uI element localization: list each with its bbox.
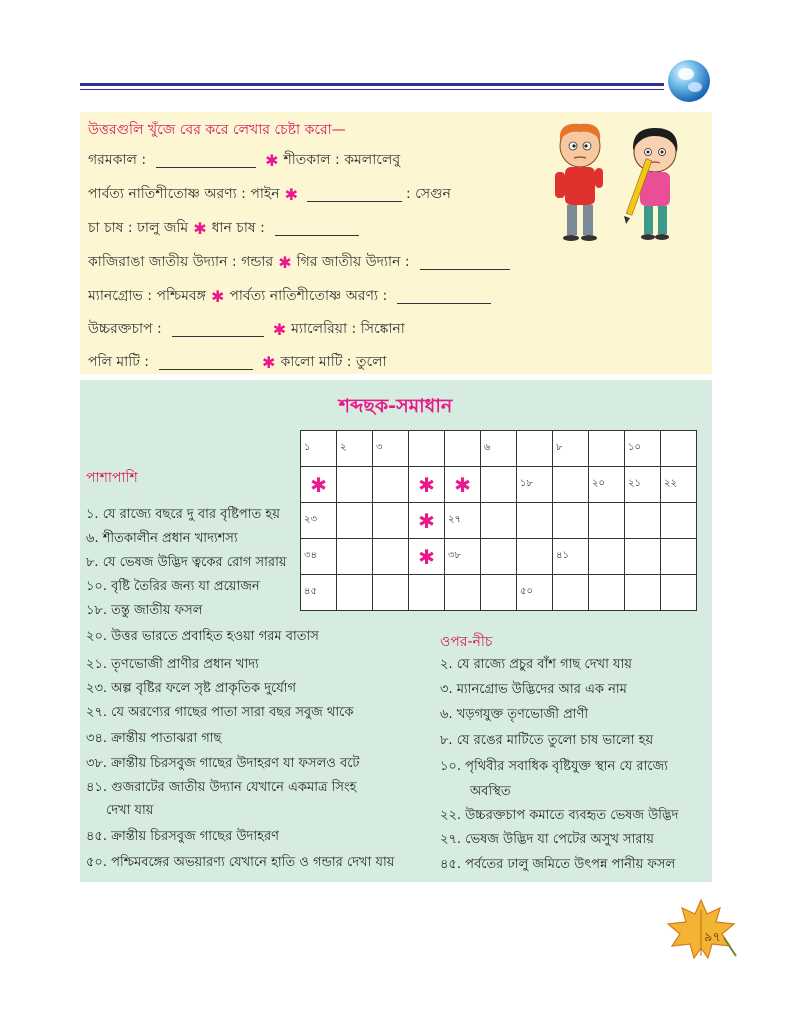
grid-row (301, 539, 697, 575)
grid-cell[interactable] (373, 575, 409, 611)
cell-number: ১০ (628, 442, 641, 453)
down-clue: অবস্থিত (470, 784, 511, 799)
across-clue: দেখা যায় (106, 803, 154, 818)
grid-cell[interactable] (445, 503, 481, 539)
question-right: ম্যালেরিয়া : সিঙ্কোনা (291, 321, 405, 337)
header-rule (80, 83, 664, 86)
grid-cell[interactable] (301, 575, 337, 611)
across-clue: ৩৮. ক্রান্তীয় চিরসবুজ গাছের উদাহরণ যা ফসলও বটে (86, 756, 360, 771)
star-icon: ✱ (262, 352, 276, 372)
question-left: পলি মাটি : (88, 354, 150, 370)
question-line (88, 352, 387, 372)
question-right: পার্বত্য নাতিশীতোষ্ণ অরণ্য : (229, 288, 388, 304)
cell-number: ৪৫ (304, 586, 317, 597)
down-clue: ৬. খড়গযুক্ত তৃণভোজী প্রাণী (440, 707, 589, 722)
grid-row (301, 575, 697, 611)
grid-cell[interactable] (625, 539, 661, 575)
grid-cell[interactable] (661, 431, 697, 467)
down-heading: ওপর-নীচ (440, 634, 493, 650)
question-line (88, 252, 514, 272)
question-right: : সেগুন (405, 186, 451, 202)
answer-blank[interactable] (307, 187, 402, 202)
grid-cell[interactable] (517, 539, 553, 575)
grid-cell[interactable] (481, 431, 517, 467)
question-right: কালো মাটি : তুলো (280, 354, 387, 370)
grid-cell[interactable] (553, 431, 589, 467)
grid-cell[interactable] (373, 539, 409, 575)
header-rule-thin (80, 89, 664, 90)
answer-blank[interactable] (397, 289, 491, 304)
cell-number: ২৩ (304, 514, 318, 525)
question-right: শীতকাল : কমলালেবু (283, 152, 401, 168)
down-clue: ২. যে রাজ্যে প্রচুর বাঁশ গাছ দেখা যায় (440, 657, 632, 672)
answer-blank[interactable] (172, 322, 264, 337)
grid-cell[interactable] (301, 503, 337, 539)
question-left: গরমকাল : (88, 152, 147, 168)
question-right: গির জাতীয় উদ্যান : (296, 254, 410, 270)
grid-cell[interactable] (517, 503, 553, 539)
page-number: ৯৭ (704, 930, 721, 945)
across-clue: ২৭. যে অরণ্যের গাছের পাতা সারা বছর সবুজ থাকে (86, 705, 354, 720)
boy-figure (555, 124, 603, 241)
grid-cell[interactable] (301, 431, 337, 467)
cell-number: ২২ (664, 478, 678, 489)
across-clue: ৮. যে ভেষজ উদ্ভিদ ত্বকের রোগ সারায় (86, 555, 287, 570)
grid-cell[interactable] (553, 539, 589, 575)
down-clue: ৮. যে রঙের মাটিতে তুলো চাষ ভালো হয় (440, 733, 654, 748)
cell-number: ২ (340, 442, 347, 453)
grid-cell[interactable] (661, 503, 697, 539)
crossword-grid (300, 430, 697, 611)
grid-cell[interactable] (661, 467, 697, 503)
cell-number: ৫০ (520, 586, 533, 597)
question-left: পার্বত্য নাতিশীতোষ্ণ অরণ্য : পাইন (88, 186, 280, 202)
star-icon: ✱ (418, 544, 435, 569)
star-icon: ✱ (265, 150, 279, 170)
cell-number: ২১ (628, 478, 641, 489)
across-heading: পাশাপাশি (86, 470, 138, 486)
across-clue: ২০. উত্তর ভারতে প্রবাহিত হওয়া গরম বাতাস (86, 629, 319, 644)
across-clue: ১০. বৃষ্টি তৈরির জন্য যা প্রয়োজন (86, 579, 260, 594)
cell-number: ৩ (376, 442, 383, 453)
grid-cell[interactable] (625, 575, 661, 611)
cell-number: ২৭ (448, 514, 462, 525)
grid-cell[interactable] (589, 575, 625, 611)
cell-number: ৬ (484, 442, 491, 453)
cell-number: ৮ (556, 442, 563, 453)
across-clue: ১৮. তন্তু জাতীয় ফসল (86, 603, 203, 618)
question-line (88, 286, 495, 306)
question-left: উচ্চরক্তচাপ : (88, 321, 162, 337)
grid-cell[interactable] (445, 467, 481, 503)
question-left: ম্যানগ্রোভ : পশ্চিমবঙ্গ (88, 288, 206, 304)
grid-cell[interactable] (373, 503, 409, 539)
answer-blank[interactable] (156, 153, 256, 168)
grid-cell[interactable] (337, 431, 373, 467)
maple-leaf-icon (664, 898, 738, 962)
question-line (88, 218, 363, 238)
grid-cell[interactable] (625, 431, 661, 467)
crossword-title: শব্দছক-সমাধান (338, 395, 453, 417)
across-clue: ২১. তৃণভোজী প্রাণীর প্রধান খাদ্য (86, 657, 259, 672)
down-clue: ৩. ম্যানগ্রোভ উদ্ভিদের আর এক নাম (440, 682, 627, 697)
grid-cell[interactable] (337, 467, 373, 503)
grid-cell[interactable] (625, 467, 661, 503)
grid-cell[interactable] (337, 539, 373, 575)
grid-row (301, 431, 697, 467)
grid-cell[interactable] (373, 431, 409, 467)
cell-number: ৪১ (556, 550, 569, 561)
across-clue: ৩৪. ক্রান্তীয় পাতাঝরা গাছ (86, 731, 222, 746)
cell-number: ৩৮ (448, 550, 461, 561)
grid-cell[interactable] (445, 575, 481, 611)
grid-cell[interactable] (553, 467, 589, 503)
grid-cell[interactable] (589, 539, 625, 575)
cell-number: ২০ (592, 478, 606, 489)
grid-cell[interactable] (301, 467, 337, 503)
grid-cell[interactable] (481, 575, 517, 611)
grid-cell[interactable] (517, 467, 553, 503)
star-icon: ✱ (210, 286, 225, 306)
girl-figure (624, 128, 677, 240)
answer-blank[interactable] (275, 221, 359, 236)
children-illustration (540, 120, 702, 242)
grid-cell[interactable] (409, 539, 445, 575)
grid-cell[interactable] (661, 539, 697, 575)
question-title: উত্তরগুলি খুঁজে বের করে লেখার চেষ্টা করো— (88, 122, 346, 138)
grid-cell[interactable] (373, 467, 409, 503)
grid-cell[interactable] (553, 575, 589, 611)
question-left: কাজিরাঙা জাতীয় উদ্যান : গন্ডার (88, 254, 274, 270)
down-clue: ৪৫. পর্বতের ঢালু জমিতে উৎপন্ন পানীয় ফসল (440, 857, 676, 872)
grid-cell[interactable] (589, 431, 625, 467)
down-clue: ২৭. ভেষজ উদ্ভিদ যা পেটের অসুখ সারায় (440, 832, 654, 847)
grid-cell[interactable] (517, 431, 553, 467)
grid-cell[interactable] (517, 575, 553, 611)
star-icon: ✱ (272, 319, 287, 339)
across-clue: ১. যে রাজ্যে বছরে দু বার বৃষ্টিপাত হয় (86, 507, 280, 522)
star-icon: ✱ (193, 218, 207, 238)
globe-icon (668, 60, 710, 102)
question-left: চা চাষ : ঢালু জমি (88, 220, 189, 236)
question-right: ধান চাষ : (211, 220, 265, 236)
across-clue: ৪১. গুজরাটের জাতীয় উদ্যান যেখানে একমাত্র সিংহ (86, 780, 357, 795)
grid-cell[interactable] (589, 503, 625, 539)
cell-number: ১ (304, 442, 311, 453)
grid-cell[interactable] (409, 575, 445, 611)
answer-blank[interactable] (159, 355, 253, 370)
across-clue: ৪৫. ক্রান্তীয় চিরসবুজ গাছের উদাহরণ (86, 829, 279, 844)
question-line (88, 319, 405, 339)
star-icon: ✱ (284, 184, 298, 204)
grid-row (301, 467, 697, 503)
grid-cell[interactable] (553, 503, 589, 539)
grid-cell[interactable] (481, 503, 517, 539)
grid-cell[interactable] (661, 575, 697, 611)
grid-cell[interactable] (301, 539, 337, 575)
grid-cell[interactable] (337, 503, 373, 539)
grid-cell[interactable] (409, 503, 445, 539)
grid-cell[interactable] (589, 467, 625, 503)
grid-cell[interactable] (445, 539, 481, 575)
star-icon: ✱ (418, 472, 435, 497)
grid-cell[interactable] (481, 467, 517, 503)
grid-cell[interactable] (409, 431, 445, 467)
grid-cell[interactable] (445, 431, 481, 467)
question-line (88, 150, 400, 170)
star-icon: ✱ (454, 472, 471, 497)
star-icon: ✱ (310, 472, 327, 497)
grid-cell[interactable] (481, 539, 517, 575)
grid-cell[interactable] (337, 575, 373, 611)
answer-blank[interactable] (420, 255, 510, 270)
down-clue: ১০. পৃথিবীর সবাধিক বৃষ্টিযুক্ত স্থান যে রাজ্যে (440, 759, 668, 774)
across-clue: ৫০. পশ্চিমবঙ্গের অভয়ারণ্য যেখানে হাতি ও গন্ডার দেখা যায় (86, 855, 395, 870)
question-line (88, 184, 451, 204)
across-clue: ৬. শীতকালীন প্রধান খাদ্যশস্য (86, 531, 238, 546)
down-clue: ২২. উচ্চরক্তচাপ কমাতে ব্যবহৃত ভেষজ উদ্ভিদ (440, 808, 679, 823)
grid-cell[interactable] (625, 503, 661, 539)
star-icon: ✱ (418, 508, 435, 533)
cell-number: ৩৪ (304, 550, 317, 561)
grid-cell[interactable] (409, 467, 445, 503)
star-icon: ✱ (278, 252, 292, 272)
cell-number: ১৮ (520, 478, 533, 489)
across-clue: ২৩. অল্প বৃষ্টির ফলে সৃষ্ট প্রাকৃতিক দুর্যোগ (86, 681, 297, 696)
grid-row (301, 503, 697, 539)
